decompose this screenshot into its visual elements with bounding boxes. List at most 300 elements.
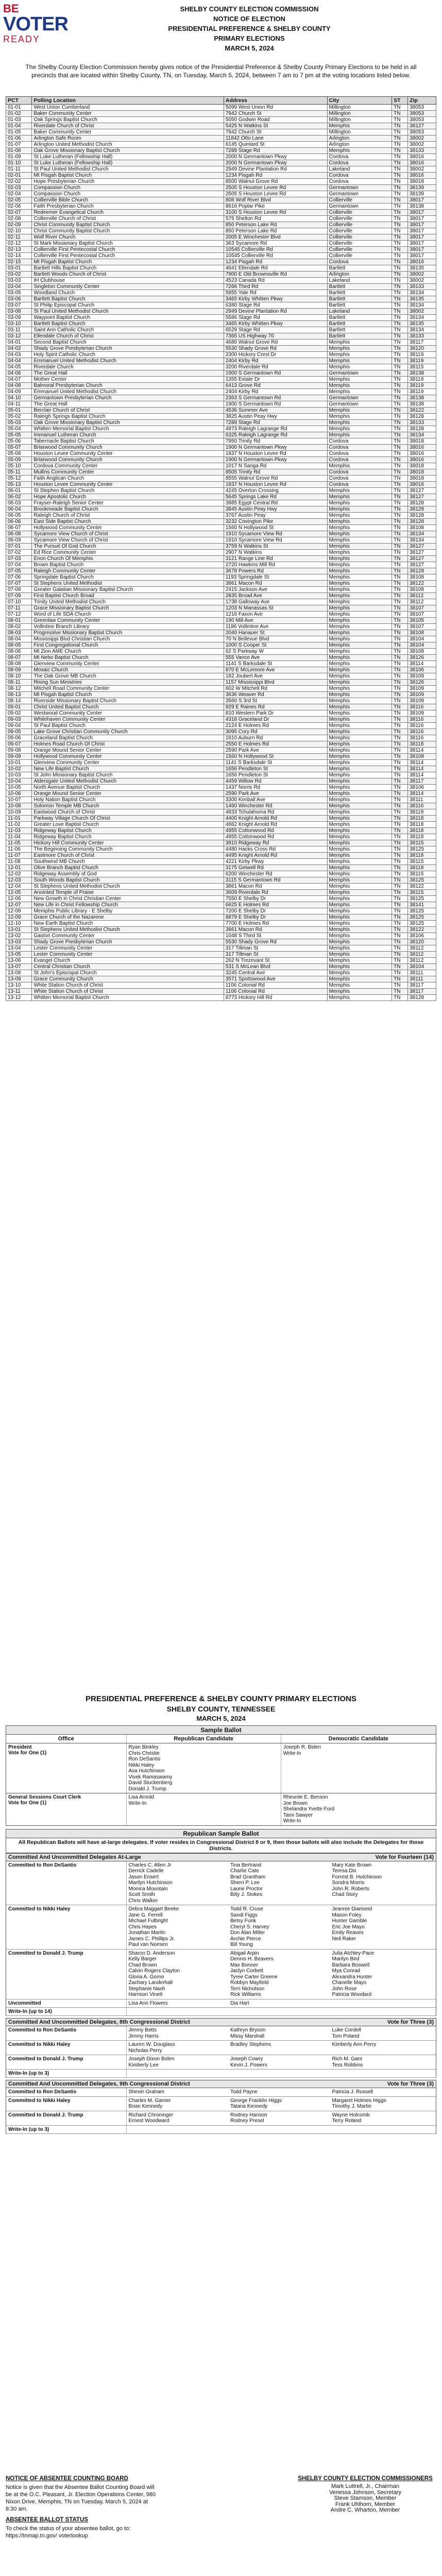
cell-pct: 12-03 <box>6 877 32 884</box>
cell-location: Mt Nebo Baptist Church <box>32 655 224 661</box>
cell-state: TN <box>392 420 408 426</box>
cell-location: Houston Levee Community Center <box>32 482 224 488</box>
write-in-cd8: Write-In (up to 3) <box>6 2070 127 2077</box>
cell-location: St Paul United Methodist Church <box>32 166 224 173</box>
cell-pct: 08-12 <box>6 686 32 692</box>
write-in-14-row <box>6 2008 436 2016</box>
cell-address: 317 Tillman St <box>224 945 327 952</box>
delegate-name: Rick Williams <box>230 1992 261 1997</box>
cell-pct: 12-05 <box>6 890 32 896</box>
delegate-name: Tess Robbins <box>332 2062 363 2068</box>
cell-state: TN <box>392 642 408 649</box>
cell-pct: 04-05 <box>6 364 32 370</box>
cell-zip: 38116 <box>408 729 436 735</box>
cell-pct: 12-10 <box>6 921 32 927</box>
delegate-name: Zachary Landerhall <box>128 1980 173 1986</box>
cell-zip: 38125 <box>408 896 436 902</box>
cell-location: Riverside Missionary Baptist Church <box>32 698 224 704</box>
table-row <box>6 204 436 210</box>
cell-location: Emmanuel United Methodist Church <box>32 389 224 395</box>
cell-address: 1900 N Germantown Pkwy <box>224 445 327 451</box>
cell-pct: 13-10 <box>6 982 32 989</box>
cell-location: Frayser-Raleigh Senior Center <box>32 500 224 506</box>
cell-pct: 10-09 <box>6 809 32 816</box>
cell-pct: 02-11 <box>6 234 32 241</box>
cell-city: Memphis <box>327 519 392 525</box>
cell-zip: 38105 <box>408 618 436 624</box>
write-in-14-blank <box>127 2008 436 2015</box>
cell-zip: 38017 <box>408 222 436 228</box>
cell-address: 2000 N Germantown Pkwy <box>224 154 327 160</box>
delegate-name: Jaclyn Corbett <box>230 1968 263 1974</box>
cell-city: Germantown <box>327 401 392 408</box>
sample-ballot-heading: Sample Ballot <box>6 1725 436 1735</box>
delegate-names <box>127 1905 436 1949</box>
cell-location: St Stephens United Methodist Church <box>32 927 224 933</box>
cell-location: Holy Nation Baptist Church <box>32 797 224 803</box>
cell-pct: 03-05 <box>6 290 32 296</box>
cell-location: Mitchell Road Community Center <box>32 686 224 692</box>
cell-address: 1193 Springdale St <box>224 574 327 581</box>
cell-state: TN <box>392 680 408 686</box>
cell-address: 3200 Riverdale Rd <box>224 364 327 370</box>
cell-address: 8616 Poplar Pike <box>224 204 327 210</box>
cell-zip: 38138 <box>408 395 436 401</box>
table-row <box>6 129 436 135</box>
cell-location: Whitten Memorial Baptist Church <box>32 995 224 1001</box>
header-line-1: SHELBY COUNTY ELECTION COMMISSION <box>180 5 319 13</box>
cell-city: Memphis <box>327 364 392 370</box>
cell-state: TN <box>392 457 408 463</box>
table-row <box>6 364 436 370</box>
cell-pct: 12-01 <box>6 865 32 871</box>
cell-city: Memphis <box>327 680 392 686</box>
cell-state: TN <box>392 525 408 531</box>
table-row <box>6 550 436 556</box>
candidate-name: Tami Sawyer <box>283 1812 313 1818</box>
delegate-name: Mason Foley <box>332 1912 362 1918</box>
cell-zip: 38115 <box>408 890 436 896</box>
cell-address: 7200 E Shelby Dr <box>224 908 327 914</box>
table-row <box>6 766 436 772</box>
delegate-name: Margaret Holmes Higgs <box>332 2097 386 2104</box>
delegate-name: Chad Story <box>332 1892 358 1897</box>
candidate-name: David Stuckenberg <box>128 1780 173 1786</box>
cell-city: Collierville <box>327 253 392 259</box>
col-header-zip: Zip <box>408 97 436 105</box>
cell-pct: 13-06 <box>6 958 32 964</box>
cell-pct: 10-02 <box>6 766 32 772</box>
delegate-name: Chris Walker <box>128 1897 158 1904</box>
cell-address: 3825 Austin Peay Hwy <box>224 414 327 420</box>
cell-state: TN <box>392 921 408 927</box>
cell-address: 4973 Raleigh Lagrange Rd <box>224 426 327 432</box>
cell-zip: 38117 <box>408 778 436 785</box>
table-row <box>6 871 436 877</box>
cell-pct: 12-09 <box>6 914 32 921</box>
delegate-group-row <box>6 1905 436 1950</box>
delegate-name: Sondra Morris <box>332 1880 365 1886</box>
cell-city: Collierville <box>327 222 392 228</box>
cell-zip: 38133 <box>408 333 436 340</box>
cell-zip: 38106 <box>408 667 436 673</box>
cell-city: Memphis <box>327 853 392 859</box>
cell-address: 11842 Otto Lane <box>224 135 327 142</box>
cell-pct: 02-12 <box>6 241 32 247</box>
table-row <box>6 476 436 482</box>
table-row <box>6 785 436 791</box>
cell-city: Memphis <box>327 797 392 803</box>
table-row <box>6 853 436 859</box>
table-row <box>6 117 436 123</box>
cell-zip: 38108 <box>408 630 436 636</box>
cell-location: Mt Zion AME Church <box>32 649 224 655</box>
cell-state: TN <box>392 204 408 210</box>
clerk-label: General Sessions Court Clerk <box>8 1794 81 1800</box>
cell-zip: 38018 <box>408 438 436 445</box>
cell-zip: 38128 <box>408 414 436 420</box>
cell-city: Memphis <box>327 828 392 834</box>
cell-city: Memphis <box>327 593 392 599</box>
cell-city: Millington <box>327 105 392 111</box>
delegate-group-row <box>6 2055 436 2070</box>
cell-state: TN <box>392 952 408 958</box>
cell-location: St Luke Lutheran (Fellowship Hall) <box>32 160 224 166</box>
cell-location: Briarwood Community Church <box>32 445 224 451</box>
cell-city: Germantown <box>327 395 392 401</box>
cell-pct: 09-04 <box>6 723 32 729</box>
cell-pct: 10-08 <box>6 803 32 809</box>
table-row <box>6 358 436 364</box>
absentee-heading: NOTICE OF ABSENTEE COUNTING BOARD <box>6 2476 128 2482</box>
delegate-name: Jason Ensert <box>128 1874 159 1880</box>
cell-zip: 38104 <box>408 636 436 642</box>
cell-location: Glenview Community Center <box>32 661 224 667</box>
cell-state: TN <box>392 340 408 346</box>
cell-location: Raleigh Community Center <box>32 568 224 574</box>
candidate-name: Ryan Binkley <box>128 1744 159 1750</box>
cell-city: Memphis <box>327 673 392 680</box>
cell-address: 1910 Sycamore View Rd <box>224 537 327 544</box>
table-row <box>6 154 436 160</box>
cell-city: Collierville <box>327 210 392 216</box>
cell-location: Christ United Baptist Church <box>32 704 224 710</box>
delegate-group-label: Committed to Nikki Haley <box>6 1905 127 1949</box>
cell-city: Memphis <box>327 735 392 741</box>
cell-zip: 38053 <box>408 105 436 111</box>
cell-location: Christ Community Baptist Church <box>32 228 224 234</box>
table-row <box>6 185 436 191</box>
cell-location: Germantown Presbyterian Church <box>32 395 224 401</box>
cell-address: 4955 Cottonwood Rd <box>224 828 327 834</box>
cell-state: TN <box>392 859 408 865</box>
table-row <box>6 939 436 945</box>
cell-pct: 01-03 <box>6 117 32 123</box>
cell-address: 2000 N Germantown Pkwy <box>224 160 327 166</box>
cell-city: Collierville <box>327 197 392 204</box>
col-header-location: Polling Location <box>32 97 224 105</box>
cell-pct: 02-04 <box>6 191 32 197</box>
cell-address: 3861 Macon Rd <box>224 927 327 933</box>
cell-state: TN <box>392 785 408 791</box>
delegate-name: John R. Roberts <box>332 1886 369 1892</box>
table-row <box>6 333 436 340</box>
cell-location: Sycamore View Church of Christ <box>32 531 224 537</box>
cell-address: 3767 Austin Peay <box>224 513 327 519</box>
cell-pct: 04-08 <box>6 383 32 389</box>
delegate-name: Eric Joe Mayo <box>332 1924 365 1930</box>
cell-pct: 02-02 <box>6 179 32 185</box>
cell-address: 1106 Colonial Rd <box>224 989 327 995</box>
office-header: Office <box>6 1735 127 1743</box>
table-row <box>6 568 436 574</box>
cell-state: TN <box>392 933 408 939</box>
delegate-name: James C. Phillips Jr. <box>128 1936 175 1942</box>
cell-address: 3861 Macon Rd <box>224 884 327 890</box>
cell-address: 3100 S Houston Levee Rd <box>224 210 327 216</box>
delegate-name: George Franklin Higgs <box>230 2097 282 2104</box>
cell-zip: 38018 <box>408 179 436 185</box>
cell-state: TN <box>392 581 408 587</box>
table-row <box>6 525 436 531</box>
cell-location: Hickory Hill Community Center <box>32 840 224 846</box>
table-row <box>6 958 436 964</box>
table-row <box>6 222 436 228</box>
cell-address: 3759 N Watkins St <box>224 544 327 550</box>
cell-pct: 11-01 <box>6 816 32 822</box>
cell-address: 1910 Sycamore View Rd <box>224 531 327 537</box>
cell-address: 5586 Stage Rd <box>224 315 327 321</box>
clerk-republican-candidates <box>127 1793 281 1825</box>
cell-pct: 02-06 <box>6 204 32 210</box>
cell-address: 3232 Covington Pike <box>224 519 327 525</box>
cell-state: TN <box>392 438 408 445</box>
table-row <box>6 717 436 723</box>
cell-pct: 07-11 <box>6 605 32 612</box>
cell-address: 6529 Stage Rd <box>224 327 327 333</box>
commissioners-heading: SHELBY COUNTY ELECTION COMMISSIONERS <box>298 2476 433 2482</box>
cell-zip: 38111 <box>408 797 436 803</box>
cell-pct: 09-01 <box>6 704 32 710</box>
table-row <box>6 612 436 618</box>
table-row <box>6 667 436 673</box>
cell-address: 317 Tillman St <box>224 952 327 958</box>
cell-pct: 01-04 <box>6 123 32 129</box>
cell-address: 10545 Collierville Rd <box>224 247 327 253</box>
cell-pct: 01-10 <box>6 160 32 166</box>
table-row <box>6 834 436 840</box>
cell-pct: 07-08 <box>6 587 32 593</box>
cell-city: Memphis <box>327 890 392 896</box>
delegate-name: Barbara Boswell <box>332 1962 370 1968</box>
cell-address: 6625 E Holmes Rd <box>224 902 327 908</box>
cell-address: 1837 N Houston Levee Rd <box>224 451 327 457</box>
cell-zip: 38017 <box>408 197 436 204</box>
cell-address: 4221 Kirby Pkwy <box>224 859 327 865</box>
cell-city: Memphis <box>327 636 392 642</box>
cell-address: 7365 US Highway 70 <box>224 333 327 340</box>
cd8-title: Committed And Uncommitted Delegates, 8th Congressional District <box>8 2019 190 2025</box>
cell-location: Faith Presbyterian Church <box>32 204 224 210</box>
table-row <box>6 772 436 778</box>
table-row <box>6 970 436 976</box>
cell-location: Orange Mound Senior Center <box>32 791 224 797</box>
cell-pct: 05-11 <box>6 469 32 476</box>
cell-city: Memphis <box>327 525 392 531</box>
cell-zip: 38115 <box>408 871 436 877</box>
cell-state: TN <box>392 927 408 933</box>
table-row <box>6 723 436 729</box>
delegate-name: Sandi Figgs <box>230 1912 258 1918</box>
cell-city: Memphis <box>327 550 392 556</box>
cell-state: TN <box>392 914 408 921</box>
cell-address: 850 Peterson Lake Rd <box>224 222 327 228</box>
delegate-name: Tatana Kennedy <box>230 2104 268 2109</box>
cell-location: East Side Baptist Church <box>32 519 224 525</box>
cell-location: Arlington Safe Room <box>32 135 224 142</box>
cell-pct: 13-05 <box>6 952 32 958</box>
cell-zip: 38114 <box>408 760 436 766</box>
cell-city: Cordova <box>327 173 392 179</box>
cell-location: Hope Apostolic Church <box>32 494 224 500</box>
cd9-groups <box>6 2088 436 2126</box>
cell-state: TN <box>392 513 408 519</box>
table-row <box>6 457 436 463</box>
cell-address: 70 N Bellevue Blvd <box>224 636 327 642</box>
table-row <box>6 370 436 377</box>
table-row <box>6 327 436 333</box>
intro-paragraph: The Shelby County Election Commission hereby gives notice of the Presidential Preference & Shelby County Primary Elections to be held in all precincts that are located within Shelby County, TN, on Tuesday, March 5, 2024, between 7 am to 7 pm at the voting locations listed below. <box>25 63 417 79</box>
delegate-names <box>127 2097 436 2111</box>
cell-location: Holmes Road Church Of Christ <box>32 741 224 748</box>
cell-zip: 38118 <box>408 822 436 828</box>
cell-location: First Baptist Church Broad <box>32 593 224 599</box>
table-row <box>6 463 436 469</box>
president-democratic-candidates <box>281 1743 436 1793</box>
cell-zip: 38111 <box>408 970 436 976</box>
cell-zip: 38128 <box>408 506 436 513</box>
cell-address: 2949 Devine Plantation Rd <box>224 166 327 173</box>
cell-location: Memphis Public Library - E Shelby <box>32 908 224 914</box>
cell-location: Arlington United Methodist Church <box>32 142 224 148</box>
table-row <box>6 624 436 630</box>
delegate-group-label: Committed to Donald J. Trump <box>6 1950 127 1999</box>
cell-state: TN <box>392 352 408 358</box>
table-row <box>6 859 436 865</box>
table-row <box>6 377 436 383</box>
cell-location: Mt Pisgah Baptist Church <box>32 692 224 698</box>
cell-state: TN <box>392 964 408 970</box>
cell-address: 1157 Mississippi Blvd <box>224 680 327 686</box>
cell-state: TN <box>392 290 408 296</box>
cell-pct: 12-04 <box>6 884 32 890</box>
cell-address: 7900 E Old Brownsville Rd <box>224 272 327 278</box>
cell-city: Memphis <box>327 970 392 976</box>
cell-zip: 38115 <box>408 840 436 846</box>
cell-state: TN <box>392 500 408 506</box>
delegate-name: Teresa Dix <box>332 1868 356 1874</box>
cell-city: Memphis <box>327 772 392 778</box>
cell-state: TN <box>392 636 408 642</box>
cell-pct: 06-08 <box>6 531 32 537</box>
cell-city: Memphis <box>327 352 392 358</box>
cell-pct: 10-07 <box>6 797 32 803</box>
cell-zip: 38016 <box>408 445 436 451</box>
cell-zip: 38134 <box>408 531 436 537</box>
table-row <box>6 296 436 302</box>
delegate-group-label: Committed to Ron DeSantis <box>6 2026 127 2040</box>
cell-pct: 07-05 <box>6 568 32 574</box>
cell-zip: 38128 <box>408 568 436 574</box>
cell-city: Collierville <box>327 234 392 241</box>
table-row <box>6 809 436 816</box>
delegate-names <box>127 1950 436 1999</box>
delegate-name: Don Alan Miller <box>230 1930 265 1936</box>
cell-location: Baker Community Center <box>32 111 224 117</box>
cell-state: TN <box>392 315 408 321</box>
cell-pct: 13-03 <box>6 939 32 945</box>
cell-pct: 04-09 <box>6 389 32 395</box>
cell-zip: 38128 <box>408 500 436 506</box>
delegate-group-label: Committed to Ron DeSantis <box>6 1861 127 1905</box>
delegate-group-label: Committed to Nikki Haley <box>6 2097 127 2111</box>
cell-state: TN <box>392 871 408 877</box>
cell-location: Bartlett Hills Baptist Church <box>32 265 224 272</box>
cell-pct: 09-06 <box>6 735 32 741</box>
cell-state: TN <box>392 605 408 612</box>
cell-state: TN <box>392 834 408 840</box>
delegate-name: Ernest Woodward <box>128 2118 169 2124</box>
cell-state: TN <box>392 723 408 729</box>
col-header-pct: PCT <box>6 97 32 105</box>
cell-location: St John's Episcopal Church <box>32 970 224 976</box>
delegate-name: Jane G. Ferrell <box>128 1912 163 1918</box>
cell-pct: 02-14 <box>6 253 32 259</box>
cell-location: Greater Galatian Missionary Baptist Church <box>32 587 224 593</box>
cell-address: 4495 Knight Arnold Rd <box>224 853 327 859</box>
cell-pct: 11-02 <box>6 822 32 828</box>
cell-city: Memphis <box>327 599 392 605</box>
cell-address: 4400 Knight Arnold Rd <box>224 816 327 822</box>
cell-pct: 05-10 <box>6 463 32 469</box>
cell-pct: 12-08 <box>6 908 32 914</box>
cell-location: St John Missionary Baptist Church <box>32 772 224 778</box>
democratic-header: Democratic Candidate <box>328 1736 388 1742</box>
candidate-name: Vivek Ramaswamy <box>128 1774 173 1780</box>
table-row <box>6 265 436 272</box>
col-header-state: ST <box>392 97 408 105</box>
cell-state: TN <box>392 185 408 191</box>
table-row <box>6 581 436 587</box>
cell-zip: 38104 <box>408 964 436 970</box>
delegate-name: Sharon D. Anderson <box>128 1950 175 1956</box>
table-row <box>6 778 436 785</box>
cell-location: Ridgeway Baptist Church <box>32 834 224 840</box>
cell-state: TN <box>392 537 408 544</box>
cell-city: Memphis <box>327 809 392 816</box>
cell-city: Memphis <box>327 698 392 704</box>
cell-location: Emmanuel United Methodist Church <box>32 358 224 364</box>
cell-city: Collierville <box>327 241 392 247</box>
cell-zip: 38109 <box>408 698 436 704</box>
delegate-name: Terry Roland <box>332 2118 362 2124</box>
cell-address: 1900 N Germantown Pkwy <box>224 457 327 463</box>
table-row <box>6 247 436 253</box>
cell-state: TN <box>392 389 408 395</box>
cell-zip: 38018 <box>408 469 436 476</box>
clerk-race <box>6 1793 436 1826</box>
cell-zip: 38002 <box>408 272 436 278</box>
